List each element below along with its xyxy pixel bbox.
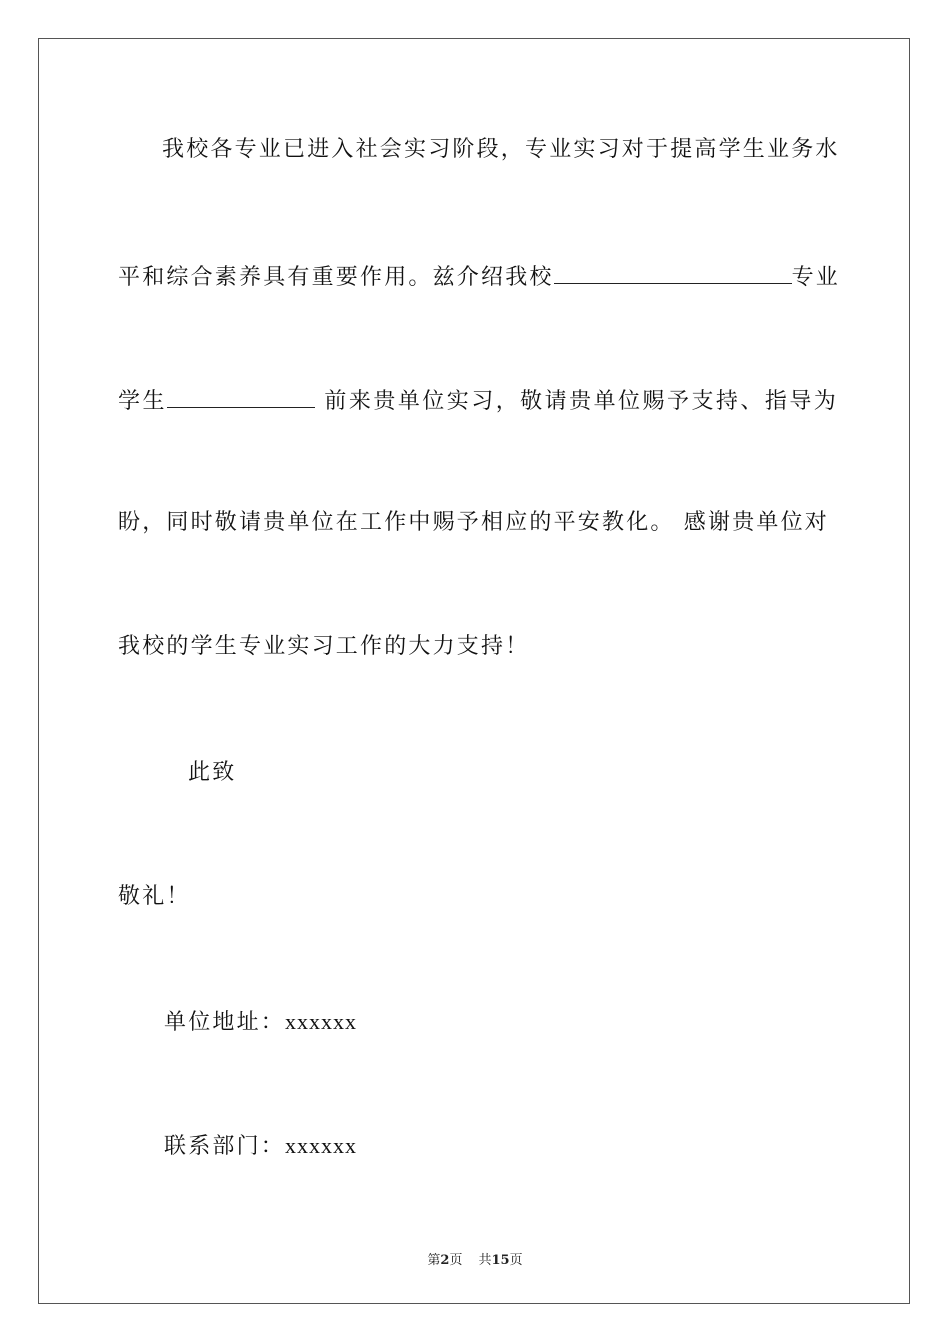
address-value: xxxxxx: [285, 1009, 358, 1034]
body-line-2: [118, 263, 841, 290]
student-name-blank-field[interactable]: [167, 387, 315, 408]
address-label: 单位地址：: [164, 1010, 286, 1035]
body-line-3-text: 学生: [118, 389, 167, 414]
body-line-1: 我校各专业已进入社会实习阶段，专业实习对于提高学生业务水: [162, 137, 840, 162]
page-suffix: 页: [449, 1253, 463, 1268]
body-line-3: [118, 387, 838, 413]
page-prefix: 第: [427, 1253, 441, 1268]
page-current: 2: [440, 1253, 450, 1268]
department-label: 联系部门：: [164, 1134, 286, 1159]
total-pages: 15: [491, 1253, 510, 1268]
department-value: xxxxxx: [285, 1133, 358, 1158]
body-line-2-text: 平和综合素养具有重要作用。兹介绍我校: [118, 265, 554, 290]
body-line-5: 我校的学生专业实习工作的大力支持！: [118, 634, 530, 659]
body-line-3-tail: 前来贵单位实习，敬请贵单位赐予支持、指导为: [324, 389, 839, 414]
total-prefix: 共: [478, 1253, 492, 1268]
page-footer: [0, 1249, 950, 1268]
body-line-2-tail: 专业: [791, 265, 841, 290]
address-line: [164, 1011, 564, 1034]
closing-jing-li: 敬礼！: [118, 884, 191, 909]
body-line-4: 盼，同时敬请贵单位在工作中赐予相应的平安教化。 感谢贵单位对: [118, 510, 829, 535]
closing-ci-zhi: 此致: [188, 760, 237, 785]
department-line: [164, 1135, 564, 1158]
page-frame: [38, 38, 910, 1304]
total-suffix: 页: [509, 1253, 523, 1268]
major-blank-field[interactable]: [554, 263, 792, 284]
